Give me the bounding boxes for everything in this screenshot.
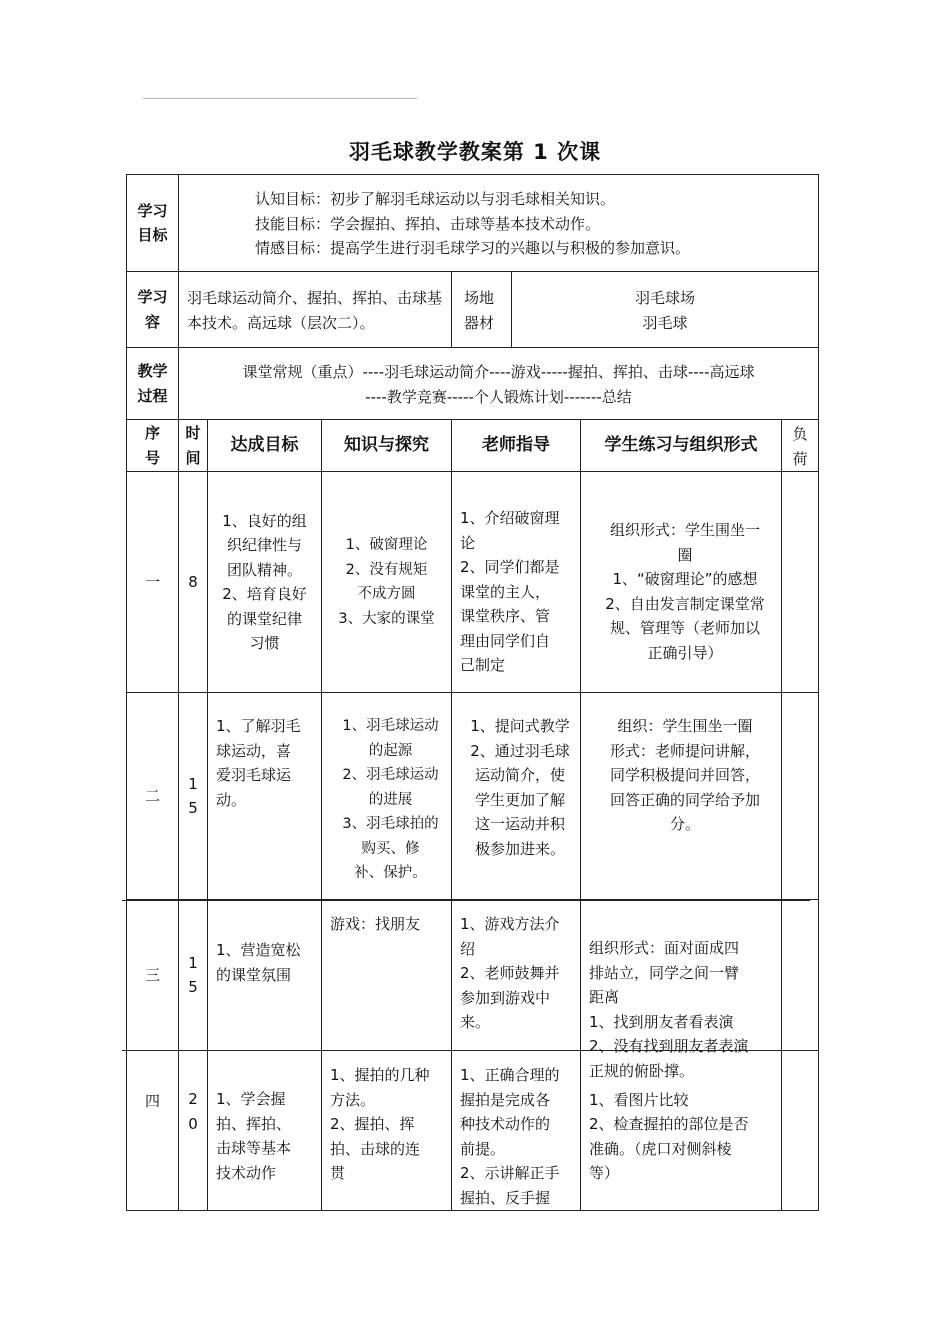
process-label: 教学 过程 xyxy=(126,347,179,420)
row-4-knowledge: 1、握拍的几种 方法。 2、握拍、挥 拍、击球的连 贯 xyxy=(321,1050,452,1211)
col-header-student: 学生练习与组织形式 xyxy=(580,419,782,472)
row-3-seq: 三 xyxy=(126,899,179,1051)
col-header-time: 时 间 xyxy=(178,419,208,472)
row-2-time: 1 5 xyxy=(178,692,208,900)
row-1-student: 组织形式：学生围坐一 圈 1、“破窗理论”的感想 2、自由发言制定课堂常 规、管理等（老师加以 正确引导） xyxy=(580,471,782,693)
row-2-goal: 1、了解羽毛 球运动，喜 爱羽毛球运 动。 xyxy=(207,692,322,900)
row-4-time: 2 0 xyxy=(178,1050,208,1211)
goal-skill: 技能目标：学会握拍、挥拍、击球等基本技术动作。 xyxy=(255,214,601,233)
content-label: 学习 容 xyxy=(126,271,179,348)
stray-rule-1 xyxy=(122,900,810,901)
row-3-knowledge: 游戏：找朋友 xyxy=(321,899,452,1051)
col-header-load: 负 荷 xyxy=(781,419,819,472)
process-text: 课堂常规（重点）----羽毛球运动简介----游戏-----握拍、挥拍、击球----高远球 ----教学竞赛-----个人锻炼计划-------总结 xyxy=(178,347,819,420)
row-3-teacher: 1、游戏方法介 绍 2、老师鼓舞并 参加到游戏中 来。 xyxy=(451,899,581,1051)
venue-label: 场地 器材 xyxy=(451,271,512,348)
col-header-goal: 达成目标 xyxy=(207,419,322,472)
goal-affective: 情感目标：提高学生进行羽毛球学习的兴趣以与积极的参加意识。 xyxy=(255,239,691,257)
row-1-seq: 一 xyxy=(126,471,179,693)
row-1-time: 8 xyxy=(178,471,208,693)
goal-cognitive: 认知目标：初步了解羽毛球运动以与羽毛球相关知识。 xyxy=(255,190,616,208)
row-2-load xyxy=(781,692,819,900)
row-4-load xyxy=(781,1050,819,1211)
page-title: 羽毛球教学教案第 1 次课 xyxy=(348,140,602,164)
row-3-time: 1 5 xyxy=(178,899,208,1051)
content-text: 羽毛球运动简介、握拍、挥拍、击球基本技术。高远球（层次二）。 xyxy=(178,271,452,348)
col-header-teacher: 老师指导 xyxy=(451,419,581,472)
goals-label: 学习 目标 xyxy=(126,174,179,272)
col-header-seq: 序 号 xyxy=(126,419,179,472)
row-2-student: 组织：学生围坐一圈 形式：老师提问讲解， 同学积极提问并回答， 回答正确的同学给予加 分。 xyxy=(580,692,782,900)
row-3-student: 组织形式：面对面成四 排站立，同学之间一臂 距离 1、找到朋友者看表演 2、没有找到朋友者表演 正规的俯卧撑。 xyxy=(580,899,782,1051)
row-4-student: 1、看图片比较 2、检查握拍的部位是否 准确。（虎口对侧斜棱 等） xyxy=(580,1050,782,1211)
row-1-load xyxy=(781,471,819,693)
row-1-teacher: 1、介绍破窗理 论 2、同学们都是 课堂的主人， 课堂秩序、管 理由同学们自 己制定 xyxy=(451,471,581,693)
row-2-seq: 二 xyxy=(126,692,179,900)
row-1-knowledge: 1、破窗理论 2、没有规矩 不成方圆 3、大家的课堂 xyxy=(321,471,452,693)
row-3-load xyxy=(781,899,819,1051)
row-3-goal: 1、营造宽松 的课堂氛围 xyxy=(207,899,322,1051)
row-4-teacher: 1、正确合理的 握拍是完成各 种技术动作的 前提。 2、示讲解正手 握拍、反手握 xyxy=(451,1050,581,1211)
header-rule xyxy=(143,98,417,99)
row-2-teacher: 1、提问式教学 2、通过羽毛球 运动简介，使 学生更加了解 这一运动并积 极参加进来。 xyxy=(451,692,581,900)
venue-value: 羽毛球场 羽毛球 xyxy=(511,271,819,348)
row-1-goal: 1、良好的组 织纪律性与 团队精神。 2、培育良好 的课堂纪律 习惯 xyxy=(207,471,322,693)
goals-content xyxy=(178,174,819,272)
row-2-knowledge: 1、羽毛球运动 的起源 2、羽毛球运动 的进展 3、羽毛球拍的 购买、修 补、保护。 xyxy=(321,692,452,900)
row-4-seq: 四 xyxy=(126,1050,179,1211)
col-header-knowledge: 知识与探究 xyxy=(321,419,452,472)
stray-rule-2 xyxy=(122,1050,810,1051)
row-4-goal: 1、学会握 拍、挥拍、 击球等基本 技术动作 xyxy=(207,1050,322,1211)
